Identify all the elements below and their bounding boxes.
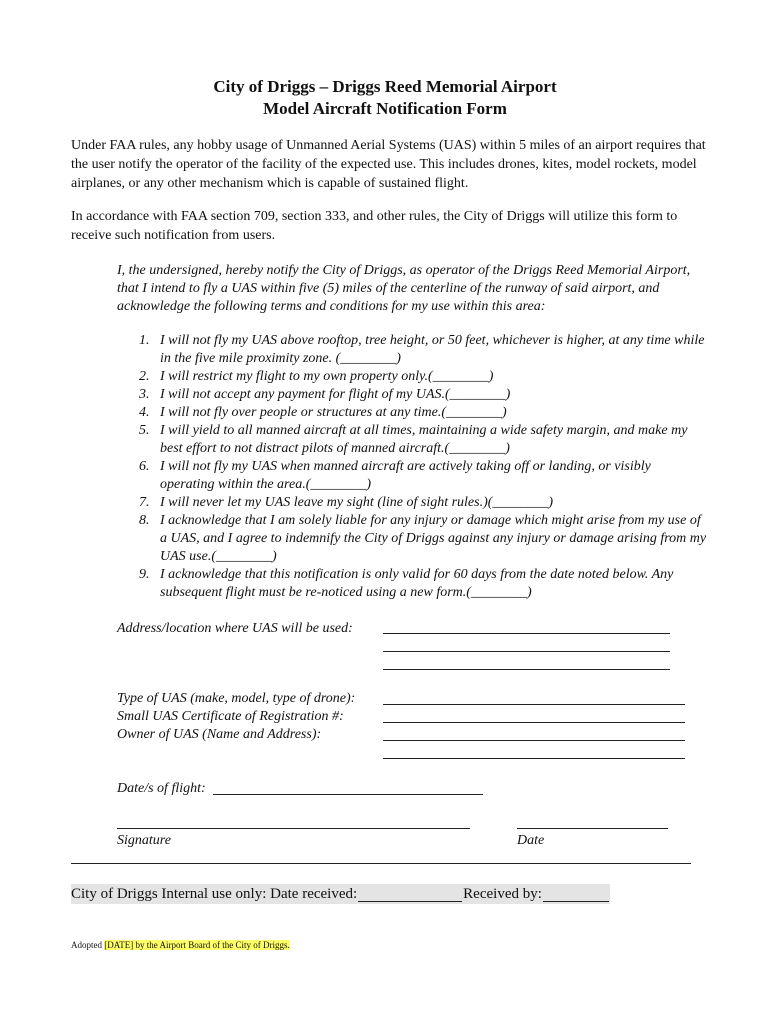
signature-field-line[interactable] xyxy=(117,828,470,829)
term-number: 6. xyxy=(139,459,150,474)
term-text: I will not fly over people or structures at any time.(________) xyxy=(160,405,507,420)
term-item xyxy=(117,512,707,566)
address-label: Address/location where UAS will be used: xyxy=(117,621,353,636)
dates-label: Date/s of flight: xyxy=(117,781,206,796)
term-item xyxy=(117,404,707,422)
form-title-line1: City of Driggs – Driggs Reed Memorial Airport xyxy=(213,77,557,96)
term-text: I acknowledge that this notification is only valid for 60 days from the date noted below. Any subsequent flight must be re-noticed using a new form.(________) xyxy=(160,567,674,600)
received-by-field[interactable] xyxy=(543,887,609,902)
intro-paragraph: Under FAA rules, any hobby usage of Unmanned Aerial Systems (UAS) within 5 miles of an airport requires that the user notify the operator of the facility of the expected use. This includes drones, kites, model rockets, model airplanes, or any other mechanism which is capable of sustained flight. xyxy=(71,138,706,191)
term-item xyxy=(117,494,707,512)
term-item xyxy=(117,458,707,494)
term-item xyxy=(117,566,707,602)
term-text: I will not fly my UAS above rooftop, tree height, or 50 feet, whichever is higher, at any time while in the five mile proximity zone. (________) xyxy=(160,333,705,366)
term-item xyxy=(117,386,707,404)
term-number: 7. xyxy=(139,495,150,510)
form-title-line2: Model Aircraft Notification Form xyxy=(263,99,507,118)
internal-use-prefix: City of Driggs Internal use only: Date received: xyxy=(71,886,358,902)
term-number: 2. xyxy=(139,369,150,384)
uas-type-field-line[interactable] xyxy=(383,704,685,705)
address-field-line-2[interactable] xyxy=(383,651,670,652)
signature-label: Signature xyxy=(117,833,171,848)
date-field-line[interactable] xyxy=(517,828,668,829)
owner-field-line-1[interactable] xyxy=(383,740,685,741)
terms-list xyxy=(117,332,707,602)
date-received-field[interactable] xyxy=(358,887,462,902)
owner-field-line-2[interactable] xyxy=(383,758,685,759)
term-number: 4. xyxy=(139,405,150,420)
registration-label: Small UAS Certificate of Registration #: xyxy=(117,709,344,724)
internal-use-row xyxy=(71,884,610,904)
owner-label: Owner of UAS (Name and Address): xyxy=(117,727,322,742)
term-text: I will not accept any payment for flight of my UAS.(________) xyxy=(160,387,511,402)
adoption-footer xyxy=(71,939,290,951)
registration-field-line[interactable] xyxy=(383,722,685,723)
term-number: 9. xyxy=(139,567,150,582)
term-item xyxy=(117,368,707,386)
term-number: 1. xyxy=(139,333,150,348)
dates-field-line[interactable] xyxy=(213,794,483,795)
address-field-line-3[interactable] xyxy=(383,669,670,670)
received-by-label: Received by: xyxy=(463,886,542,902)
adopted-text: Adopted xyxy=(71,940,105,950)
term-text: I will yield to all manned aircraft at all times, maintaining a wide safety margin, and make my best effort to not distract pilots of manned aircraft.(________) xyxy=(160,423,688,456)
term-text: I will not fly my UAS when manned aircraft are actively taking off or landing, or visibly operating within the area.(________) xyxy=(160,459,651,492)
term-item xyxy=(117,422,707,458)
term-number: 5. xyxy=(139,423,150,438)
accordance-paragraph: In accordance with FAA section 709, section 333, and other rules, the City of Driggs will utilize this form to receive such notification from users. xyxy=(71,209,678,243)
declaration-paragraph: I, the undersigned, hereby notify the City of Driggs, as operator of the Driggs Reed Memorial Airport, that I intend to fly a UAS within five (5) miles of the centerline of the runway of said airport, and acknowledge the following terms and conditions for my use within this area: xyxy=(117,263,691,314)
term-text: I will never let my UAS leave my sight (line of sight rules.)(________) xyxy=(160,495,554,510)
term-text: I acknowledge that I am solely liable for any injury or damage which might arise from my use of a UAS, and I agree to indemnify the City of Driggs against any injury or damage arising from my UAS use.(________) xyxy=(160,513,707,564)
term-text: I will restrict my flight to my own property only.(________) xyxy=(160,369,494,384)
address-field-line-1[interactable] xyxy=(383,633,670,634)
uas-type-label: Type of UAS (make, model, type of drone): xyxy=(117,691,356,706)
date-label: Date xyxy=(517,833,545,848)
term-number: 3. xyxy=(139,387,150,402)
term-number: 8. xyxy=(139,513,150,528)
adoption-date-placeholder: [DATE] by the Airport Board of the City of Driggs. xyxy=(104,940,290,950)
section-divider xyxy=(71,863,691,864)
term-item xyxy=(117,332,707,368)
